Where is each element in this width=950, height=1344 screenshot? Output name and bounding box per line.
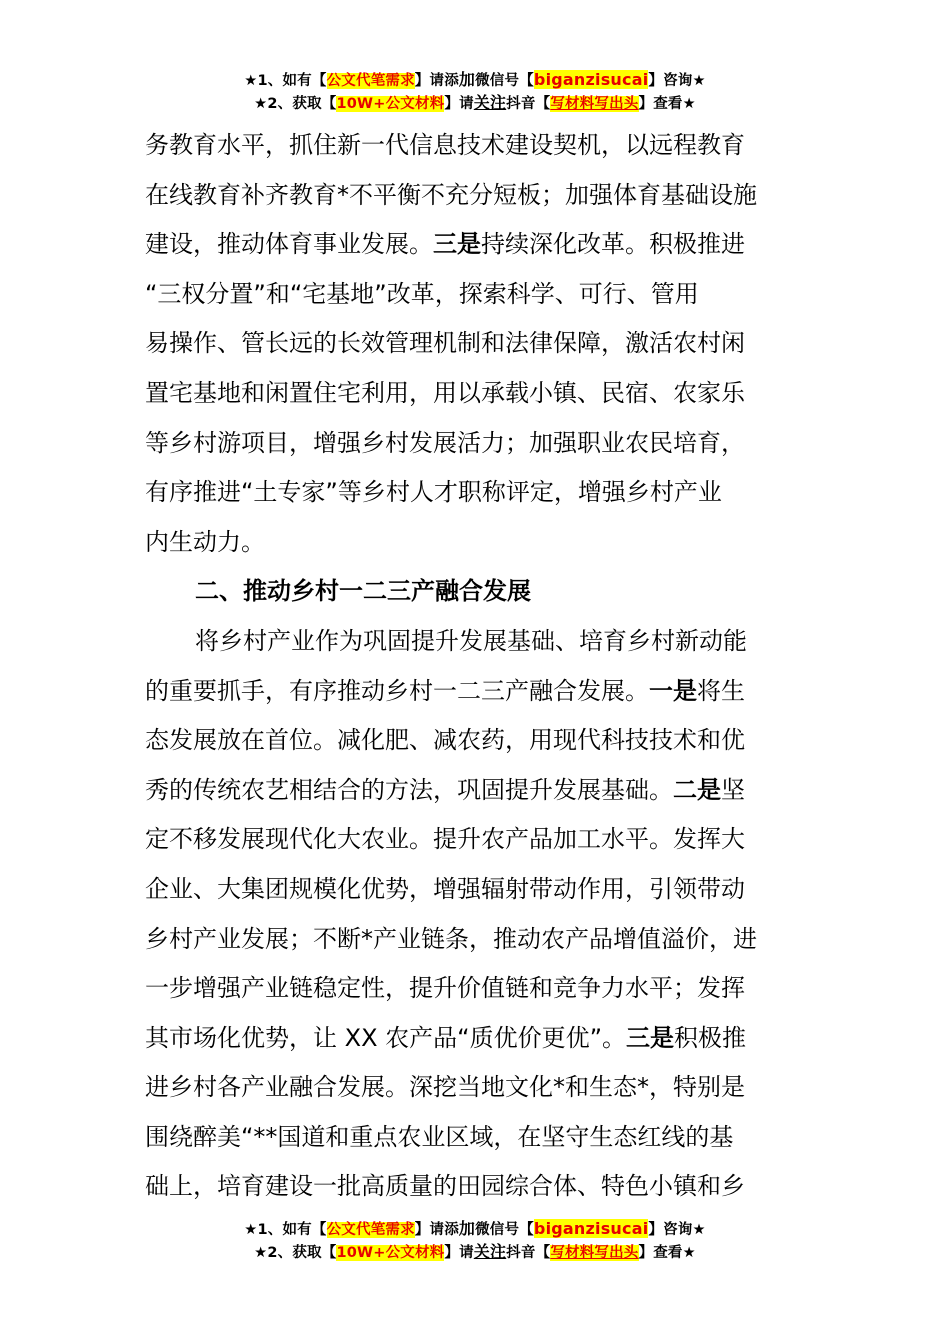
banner-line-2: ★2、获取【10W+公文材料】请关注抖音【写材料写出头】查看★ (254, 93, 696, 112)
text-line: 的重要抓手，有序推动乡村一二三产融合发展。一是将生 (145, 676, 745, 705)
text-line: 秀的传统农艺相结合的方法，巩固提升发展基础。二是坚 (145, 775, 745, 804)
banner-line-1: ★1、如有【公文代笔需求】请添加微信号【biganzisucai】咨询★ (244, 70, 706, 89)
text-line: 定不移发展现代化大农业。提升农产品加工水平。发挥大 (145, 825, 745, 854)
text-line: 等乡村游项目，增强乡村发展活力；加强职业农民培育， (145, 428, 745, 457)
text-line: 其市场化优势，让 XX 农产品“质优价更优”。三是积极推 (145, 1023, 747, 1052)
lead-marker: 二是 (673, 775, 721, 804)
highlight-wechat-id: biganzisucai (533, 1219, 649, 1238)
highlight-service: 公文代笔需求 (326, 1222, 415, 1238)
text-line: 一步增强产业链稳定性，提升价值链和竞争力水平；发挥 (145, 974, 745, 1003)
text-line: 乡村产业发展；不断*产业链条，推动农产品增值溢价，进 (145, 924, 757, 953)
highlight-materials: 10W+公文材料 (336, 1245, 445, 1261)
text-line: 有序推进“土专家”等乡村人才职称评定，增强乡村产业 (145, 478, 722, 507)
text-line: 进乡村各产业融合发展。深挖当地文化*和生态*，特别是 (145, 1073, 745, 1102)
footer-banner (0, 1218, 950, 1264)
paragraph-2 (145, 617, 807, 1212)
lead-marker: 一是 (649, 676, 697, 705)
text-line: 态发展放在首位。减化肥、减农药，用现代科技技术和优 (145, 726, 745, 755)
highlight-materials: 10W+公文材料 (336, 96, 445, 112)
highlight-service: 公文代笔需求 (326, 73, 415, 89)
document-body (145, 121, 807, 1212)
text-line: 将乡村产业作为巩固提升发展基础、培育乡村新动能 (195, 626, 747, 655)
text-line: 务教育水平，抓住新一代信息技术建设契机，以远程教育 (145, 131, 745, 159)
text-line: 易操作、管长远的长效管理机制和法律保障，激活农村闲 (145, 329, 745, 358)
text-line: 围绕醉美“**国道和重点农业区域，在坚守生态红线的基 (145, 1122, 734, 1151)
lead-marker: 三是 (433, 230, 481, 259)
text-line: 建设，推动体育事业发展。三是持续深化改革。积极推进 (145, 230, 745, 259)
header-banner (0, 69, 950, 115)
text-line: 在线教育补齐教育*不平衡不充分短板；加强体育基础设施 (145, 180, 757, 209)
text-line: 企业、大集团规模化优势，增强辐射带动作用，引领带动 (145, 874, 745, 903)
highlight-wechat-id: biganzisucai (533, 70, 649, 89)
banner-line-2: ★2、获取【10W+公文材料】请关注抖音【写材料写出头】查看★ (254, 1242, 696, 1261)
text-line: “三权分置”和“宅基地”改革，探索科学、可行、管用 (145, 279, 699, 308)
section-heading: 二、推动乡村一二三产融合发展 (195, 577, 531, 606)
lead-marker: 三是 (626, 1023, 675, 1052)
highlight-douyin-id: 写材料写出头 (550, 1245, 639, 1261)
text-line: 置宅基地和闲置住宅利用，用以承载小镇、民宿、农家乐 (145, 378, 745, 407)
highlight-douyin-id: 写材料写出头 (550, 96, 639, 112)
paragraph-1 (145, 121, 807, 567)
banner-line-1: ★1、如有【公文代笔需求】请添加微信号【biganzisucai】咨询★ (244, 1219, 706, 1238)
text-line: 础上，培育建设一批高质量的田园综合体、特色小镇和乡 (145, 1172, 745, 1201)
text-line: 内生动力。 (145, 527, 265, 556)
